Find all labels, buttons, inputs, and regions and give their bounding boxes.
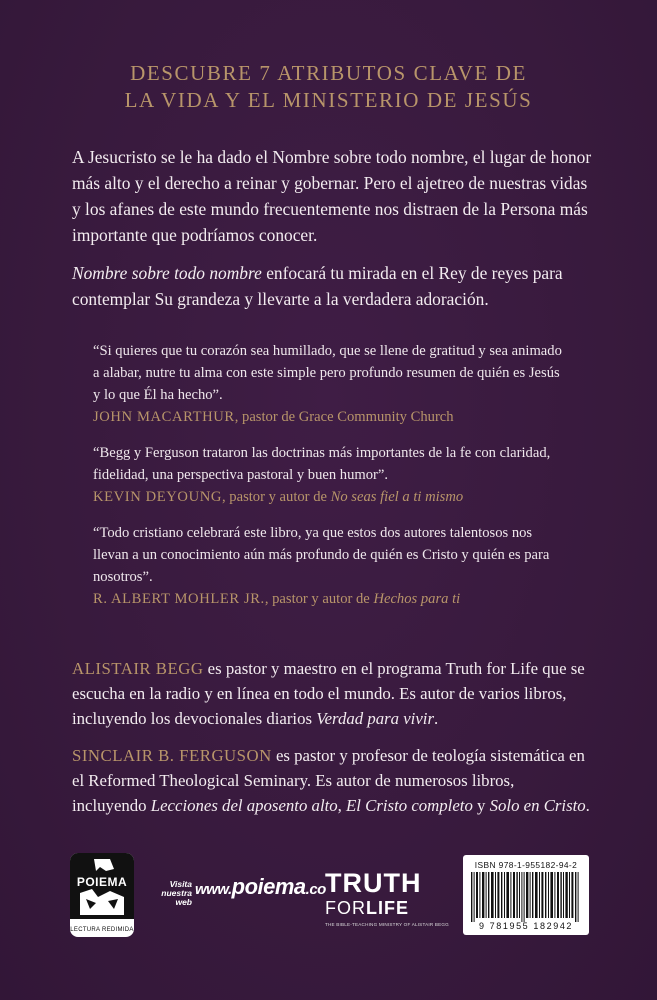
bio-text: es pastor y maestro en el programa Truth for Life que se escucha en la radio y en línea en todo el mundo. Es autor de varios libros, incluyendo los devocionales diarios	[72, 659, 585, 728]
endorser-book: Hechos para ti	[373, 591, 461, 607]
endorser-role: , pastor de Grace Community Church	[234, 409, 454, 425]
bio-separator: y	[472, 796, 490, 815]
endorsement-text: “Todo cristiano celebrará este libro, ya que estos dos autores talentosos nos llevan a un conocimiento aún más profundo de quién es Cristo y quién es para nosotros”.	[93, 525, 550, 585]
author-name: SINCLAIR B. FERGUSON	[72, 746, 272, 765]
bio-book: Verdad para vivir	[316, 709, 434, 728]
intro-paragraph-1: A Jesucristo se le ha dado el Nombre sobre todo nombre, el lugar de honor más alto y el derecho a reinar y gobernar. Pero el ajetreo de nuestras vidas y los afanes de este mundo frecuentemente nos distraen de la Persona más importante que podríamos conocer.	[72, 147, 592, 245]
endorsement-attribution	[93, 406, 568, 428]
tfl-for-life: FORLIFE	[325, 898, 409, 918]
isbn-number: ISBN 978-1-955182-94-2	[474, 860, 578, 870]
endorsement	[93, 522, 568, 610]
endorsement	[93, 442, 568, 508]
barcode-icon	[469, 872, 583, 922]
author-bios	[72, 656, 592, 830]
bio-book: Solo en Cristo	[489, 796, 586, 815]
headline-line-2: LA VIDA Y EL MINISTERIO DE JESÚS	[124, 88, 533, 112]
endorser-name: KEVIN DEYOUNG	[93, 489, 222, 505]
endorsement-attribution	[93, 486, 568, 508]
poiema-logo	[70, 853, 134, 937]
bio-end: .	[433, 709, 439, 728]
endorser-role: , pastor y autor de	[222, 489, 331, 505]
isbn-barcode	[463, 855, 589, 935]
endorsement-text: “Begg y Ferguson trataron las doctrinas más importantes de la fe con claridad, fidelidad, una perspectiva pastoral y buen humor”.	[93, 445, 551, 483]
endorser-role: , pastor y autor de	[264, 591, 374, 607]
bio-book: Lecciones del aposento alto	[150, 796, 338, 815]
author-bio	[72, 656, 592, 731]
author-name: ALISTAIR BEGG	[72, 659, 204, 678]
author-bio	[72, 743, 592, 818]
barcode-digits: 9 781955 182942	[478, 921, 574, 931]
endorser-name: R. ALBERT MOHLER JR.	[93, 591, 265, 607]
poiema-tagline: LECTURA REDIMIDA	[70, 927, 134, 933]
intro-text	[72, 144, 592, 324]
endorsement	[93, 340, 568, 428]
intro-paragraph-2-text: enfocará tu mirada en el Rey de reyes para contemplar Su grandeza y llevarte a la verdadera adoración.	[72, 263, 563, 309]
bio-end: .	[585, 796, 590, 815]
intro-paragraph-2	[72, 260, 592, 312]
tfl-truth: TRUTH	[325, 868, 422, 898]
poiema-wordmark: POIEMA	[76, 875, 128, 889]
tfl-tagline: THE BIBLE-TEACHING MINISTRY OF ALISTAIR BEGG	[325, 922, 449, 927]
endorser-name: JOHN MACARTHUR	[93, 409, 235, 425]
headline-line-1: DESCUBRE 7 ATRIBUTOS CLAVE DE	[130, 61, 527, 85]
endorsements	[93, 340, 568, 624]
website-callout	[150, 872, 326, 912]
endorser-book: No seas fiel a ti mismo	[330, 489, 464, 505]
endorsement-text: “Si quieres que tu corazón sea humillado, que se llene de gratitud y sea animado a alabar, nutre tu alma con este simple pero profundo resumen de quién es Jesús y lo que Él ha hecho”.	[93, 343, 562, 403]
headline	[0, 60, 657, 114]
bio-separator: ,	[337, 796, 347, 815]
endorsement-attribution	[93, 588, 568, 610]
truth-for-life-logo	[325, 868, 449, 934]
book-title: Nombre sobre todo nombre	[72, 263, 262, 283]
bio-text: es pastor y profesor de teología sistemática en el Reformed Theological Seminary. Es autor de numerosos libros, incluyendo	[72, 746, 585, 815]
bio-book: El Cristo completo	[346, 796, 473, 815]
visit-text: Visita nuestra web	[161, 879, 192, 907]
website-url: www.poiema.co	[195, 874, 326, 899]
